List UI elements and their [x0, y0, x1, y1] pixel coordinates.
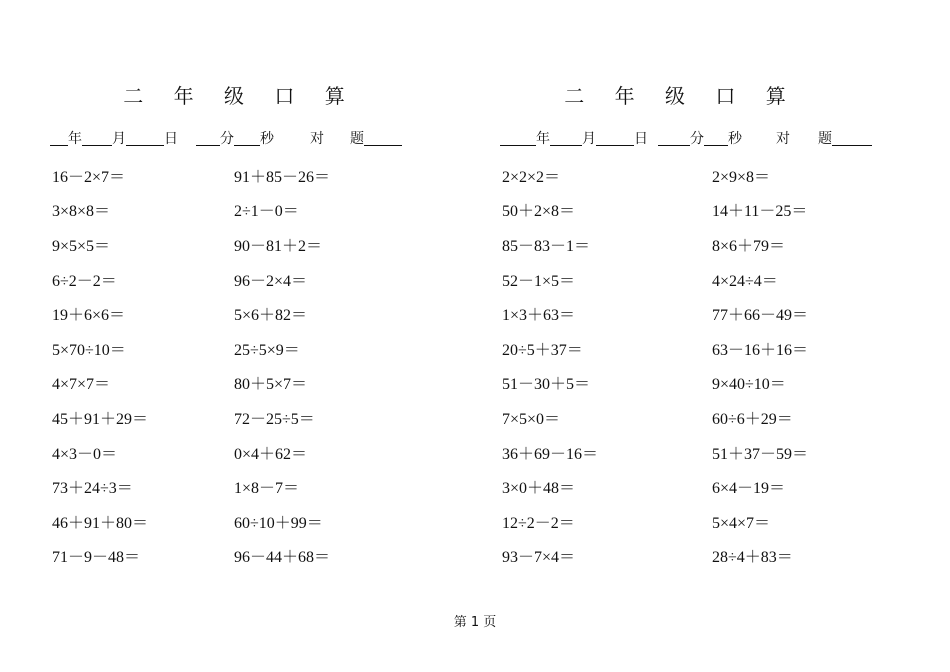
problem: 50＋2×8＝ [502, 203, 576, 221]
problem: 3×8×8＝ [52, 203, 111, 221]
problem: 8×6＋79＝ [712, 237, 786, 255]
problem: 9×40÷10＝ [712, 376, 786, 394]
problem: 72－25÷5＝ [234, 410, 315, 428]
problem-grid [52, 158, 472, 573]
second-label: 秒 [260, 131, 274, 147]
day-label: 日 [634, 131, 648, 147]
problem: 71－9－48＝ [52, 549, 141, 567]
problem: 90－81＋2＝ [234, 237, 323, 255]
minute-blank [196, 131, 220, 146]
problem: 9×5×5＝ [52, 237, 111, 255]
problem: 63－16＋16＝ [712, 341, 809, 359]
problem: 91＋85－26＝ [234, 168, 331, 186]
problem: 12÷2－2＝ [502, 514, 575, 532]
problem: 80＋5×7＝ [234, 376, 308, 394]
year-blank [500, 131, 536, 146]
minute-blank [658, 131, 690, 146]
year-label: 年 [68, 131, 82, 147]
problem: 2×9×8＝ [712, 168, 771, 186]
day-blank [596, 131, 634, 146]
problem: 2×2×2＝ [502, 168, 561, 186]
problem: 96－2×4＝ [234, 272, 308, 290]
second-blank [704, 131, 728, 146]
month-blank [550, 131, 582, 146]
problem: 96－44＋68＝ [234, 549, 331, 567]
problem: 28÷4＋83＝ [712, 549, 793, 567]
problem: 3×0＋48＝ [502, 480, 576, 498]
problem-grid [502, 158, 922, 573]
problem: 5×6＋82＝ [234, 307, 308, 325]
problem: 19＋6×6＝ [52, 307, 126, 325]
problem: 0×4＋62＝ [234, 445, 308, 463]
score-blank [364, 131, 402, 146]
problem: 73＋24÷3＝ [52, 480, 133, 498]
month-blank [82, 131, 112, 146]
problem: 60÷6＋29＝ [712, 410, 793, 428]
problem: 46＋91＋80＝ [52, 514, 149, 532]
questions-label: 题 [818, 131, 832, 147]
problem: 52－1×5＝ [502, 272, 576, 290]
problem: 20÷5＋37＝ [502, 341, 583, 359]
year-label: 年 [536, 131, 550, 147]
day-blank [126, 131, 164, 146]
problem: 45＋91＋29＝ [52, 410, 149, 428]
problem: 5×70÷10＝ [52, 341, 126, 359]
problem: 60÷10＋99＝ [234, 514, 323, 532]
minute-label: 分 [690, 131, 704, 147]
problem: 14＋11－25＝ [712, 203, 808, 221]
month-label: 月 [582, 131, 596, 147]
problem: 4×24÷4＝ [712, 272, 778, 290]
score-blank [832, 131, 872, 146]
problem: 85－83－1＝ [502, 237, 591, 255]
minute-label: 分 [220, 131, 234, 147]
problem: 4×7×7＝ [52, 376, 111, 394]
page-number: 第 1 页 [453, 615, 497, 630]
problem: 6×4－19＝ [712, 480, 786, 498]
day-label: 日 [164, 131, 178, 147]
problem: 1×8－7＝ [234, 480, 300, 498]
problem: 4×3－0＝ [52, 445, 118, 463]
problem: 36＋69－16＝ [502, 445, 599, 463]
correct-label: 对 [776, 131, 790, 147]
year-blank [50, 131, 68, 146]
problem: 51－30＋5＝ [502, 376, 591, 394]
problem: 51＋37－59＝ [712, 445, 809, 463]
problem: 16－2×7＝ [52, 168, 126, 186]
problem: 77＋66－49＝ [712, 307, 809, 325]
info-line [50, 128, 402, 148]
problem: 5×4×7＝ [712, 514, 771, 532]
month-label: 月 [112, 131, 126, 147]
worksheet-title: 二 年 级 口 算 [564, 84, 798, 108]
questions-label: 题 [350, 131, 364, 147]
problem: 7×5×0＝ [502, 410, 561, 428]
info-line [500, 128, 872, 148]
problem: 25÷5×9＝ [234, 341, 300, 359]
problem: 1×3＋63＝ [502, 307, 576, 325]
worksheet-title: 二 年 级 口 算 [123, 84, 357, 108]
correct-label: 对 [310, 131, 324, 147]
second-blank [234, 131, 260, 146]
problem: 2÷1－0＝ [234, 203, 299, 221]
second-label: 秒 [728, 131, 742, 147]
problem: 6÷2－2＝ [52, 272, 117, 290]
problem: 93－7×4＝ [502, 549, 576, 567]
